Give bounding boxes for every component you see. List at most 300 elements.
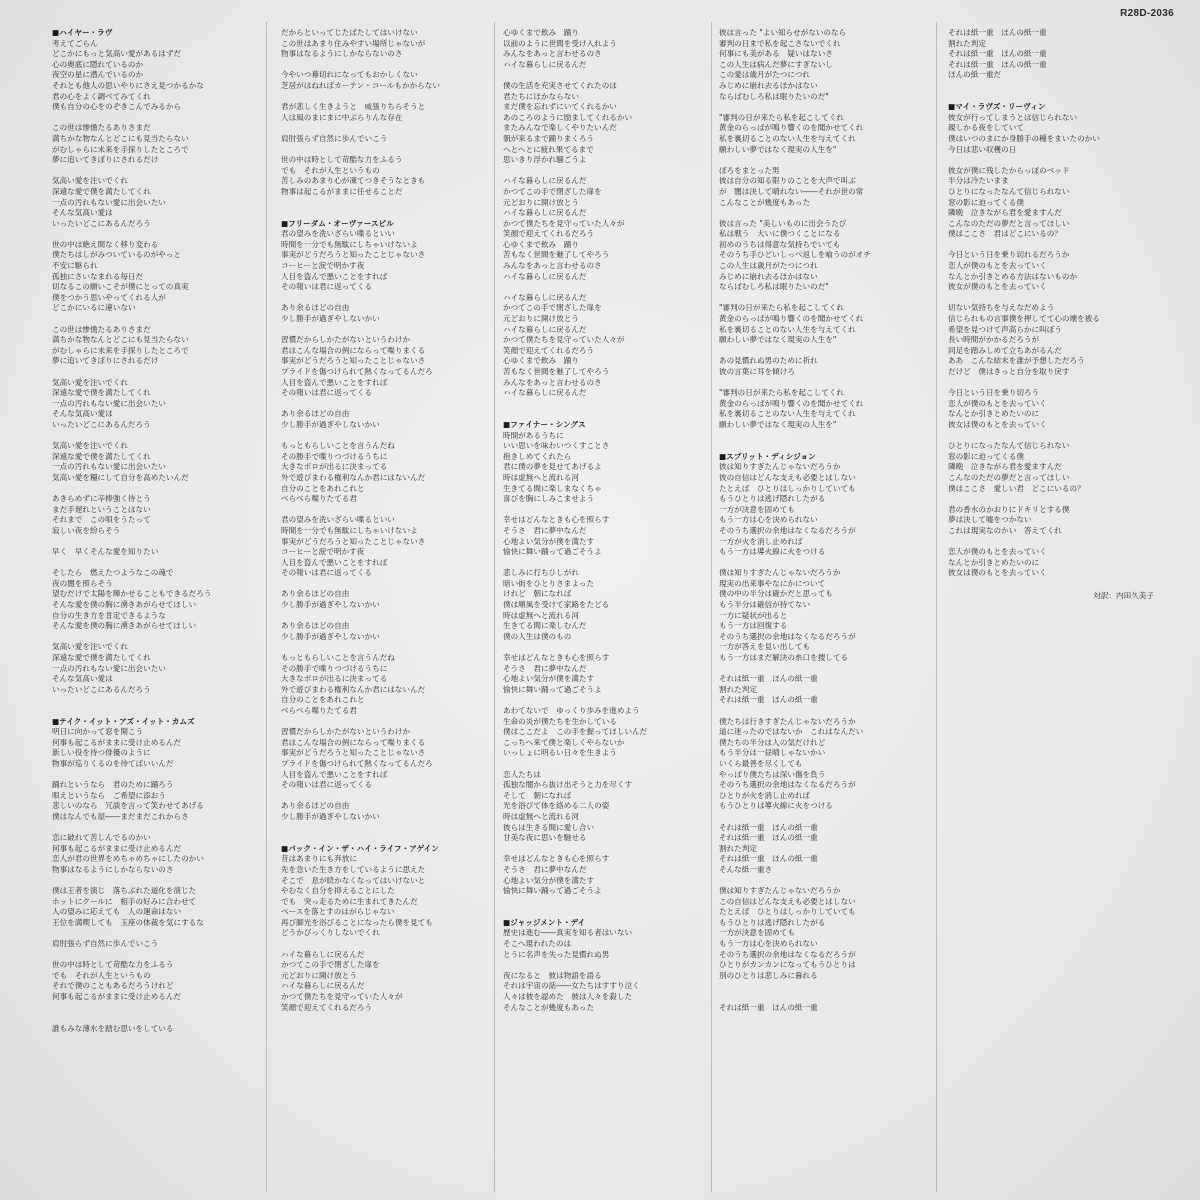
lyric-line: 彼女が僕に残したからっぽのベッド (948, 165, 1070, 175)
stanza-gap (52, 876, 257, 887)
lyric-line: ハイな暮らしに戻るんだ (503, 324, 587, 334)
lyric-line: 君の望みを洗いざらい喋るといい (281, 515, 395, 525)
lyric-line: 深遠な愛で僕を満たしてくれ (52, 451, 151, 461)
lyric-line: 心ゆくまで飲み 踊り (503, 28, 579, 37)
stanza-gap (52, 695, 257, 706)
lyric-line: 人々は彼を認めた 彼は人々を殺した (503, 992, 633, 1002)
lyric-line: へとへとに疲れ果てるまで (503, 144, 594, 154)
lyric-line: かつてこの手で閉ざした扉を (503, 186, 602, 196)
lyric-line: そんな愛を僕の胸に湧きあがらせてほしい (52, 600, 197, 610)
stanza-gap (281, 642, 486, 653)
stanza-gap (719, 706, 927, 717)
lyric-line: まだ手遅れということはない (52, 504, 151, 514)
lyric-line: 気高い愛を注いでくれ (52, 377, 128, 387)
lyric-line: ハイな暮らしに戻るんだ (503, 292, 587, 302)
stanza-gap (948, 240, 1158, 251)
lyric-line: がむしゃらに未来を手探りしたところで (52, 345, 189, 355)
lyric-line: けれど 朝になれば (503, 589, 572, 599)
stanza-gap (719, 378, 927, 389)
lyric-line: もっともらしいことを言うんだね (281, 441, 395, 451)
stanza-gap (719, 293, 927, 304)
lyric-line: またみんなで楽しくやりたいんだ (503, 123, 617, 133)
lyric-line: 恋人たちは (503, 769, 541, 779)
lyric-line: 何事も起こるがままに受け止めるんだ (52, 843, 182, 853)
lyric-line: 人目を盗んで悪いことをすれば (281, 271, 388, 281)
lyric-line: なんとか引きとめる方法はないものか (948, 271, 1078, 281)
lyric-line: ああ こんな結末を誰が予想しただろう (948, 356, 1085, 366)
lyric-line: 笑顔で迎えてくれるだろう (503, 229, 595, 239)
lyric-line: 深遠な愛で僕を満たしてくれ (52, 186, 151, 196)
lyric-line: もうひとりは逃げ隠れしたがる (719, 917, 826, 927)
column-divider (494, 22, 495, 1192)
lyric-line: あり余るほどの自由 (281, 589, 350, 599)
lyric-line: そうさ 君に夢中なんだ (503, 864, 587, 874)
lyric-line: 願わしい夢ではなく現実の人生を" (719, 144, 837, 154)
lyric-line: 孤独にさいなまれる毎日だ (52, 271, 144, 281)
lyric-line: 物事が巡りくるのを待てばいいんだ (52, 758, 174, 768)
song-title: ■バック・イン・ザ・ハイ・ライフ・アゲイン (281, 843, 439, 853)
lyric-line: 習慣だからしかたがないというわけか (281, 335, 411, 345)
stanza-gap (719, 992, 927, 1003)
lyric-line: 君たちにほかならない (503, 91, 579, 101)
lyric-line: 切ない気持ちを与えなだめよう (948, 303, 1055, 313)
lyric-line: 少し勝手が過ぎやしないかい (281, 419, 380, 429)
lyric-line: 何事も起こるがままに受け止めるんだ (52, 992, 182, 1002)
lyric-line: もっともらしいことを言うんだね (281, 653, 395, 663)
lyric-line: 人目を盗んで悪いことをすれば (281, 769, 388, 779)
stanza-gap (719, 558, 927, 569)
lyric-line: 初めのうちは得意な気持ちでいても (719, 239, 841, 249)
stanza-gap (281, 399, 486, 410)
lyric-line: 君の望みを洗いざらい喋るといい (281, 229, 395, 239)
lyric-line: でも それが人生というもの (52, 970, 151, 980)
stanza-gap (948, 431, 1158, 442)
lyric-line: 事実がどうだろうと知ったことじゃないさ (281, 356, 426, 366)
lyric-line: そのうち選択の余地はなくなるだろうが (719, 949, 856, 959)
lyric-line: 元どおりに開け放とう (503, 197, 579, 207)
lyric-line: 審判の日まで私を起こさないでくれ (719, 38, 841, 48)
lyric-line: 夢に追いてきぼりにされるだけ (52, 356, 159, 366)
lyric-line: こんなのただの夢だと言ってほしい (948, 218, 1070, 228)
lyric-line: 一方に疑状が出ると (719, 610, 788, 620)
lyric-line: 時は虚無へと流れる河 (503, 610, 579, 620)
lyric-line: 僕はここだよ この手を握ってほしいんだ (503, 727, 648, 737)
lyric-line: 恋人が君の世界をめちゃめちゃにしたのかい (52, 854, 204, 864)
lyric-line: 恋人が僕のもとを去っていく (948, 261, 1047, 271)
lyric-line: そのうち選択の余地はなくなるだろうが (719, 631, 856, 641)
lyric-line: かつて僕たちを見守っていた人々が (503, 335, 625, 345)
lyric-line: 彼女は僕のもとを去っていく (948, 568, 1047, 578)
lyric-line: 自分のことをあれこれと (281, 695, 365, 705)
lyric-line: 幸せはどんなときも心を照らす (503, 653, 610, 663)
lyric-line: 僕は王者を演じ 落ちぶれた道化を演じた (52, 886, 197, 896)
stanza-gap (719, 812, 927, 823)
lyric-line: 心地よい気分が僕を満たす (503, 875, 595, 885)
stanza-gap (948, 378, 1158, 389)
lyric-line: 別のひとりは悲しみに暮れる (719, 970, 818, 980)
lyric-line: いったいどこにあるんだろう (52, 218, 151, 228)
stanza-gap (52, 823, 257, 834)
column-divider (936, 22, 937, 1192)
lyric-line: もう一方は心を決められない (719, 515, 818, 525)
lyric-line: 悲しみに打ちひしがれ (503, 568, 579, 578)
stanza-gap (52, 706, 257, 717)
lyric-line: あり余るほどの自由 (281, 801, 350, 811)
lyric-line: 私を裏切ることのない人生を与えてくれ (719, 133, 856, 143)
lyric-line: 僕はいつのまにか身勝手の種をまいたのかい (948, 133, 1100, 143)
lyric-line: 一点の汚れもない愛に出会いたい (52, 197, 166, 207)
lyric-line: ハイな暮らしに戻るんだ (503, 59, 587, 69)
lyric-line: この世はあまり住みやすい場所じゃないが (281, 38, 426, 48)
lyric-line: 新しい役を待つ俳優のように (52, 748, 151, 758)
lyric-line: 僕も自分の心をのぞきこんでみるから (52, 102, 182, 112)
stanza-gap (52, 431, 257, 442)
lyric-line: 彼女が行ってしまうとは信じられない (948, 112, 1078, 122)
lyric-line: 僕は順風を受けて家路をたどる (503, 600, 610, 610)
lyric-line: 芝居がはねればカーテン・コールもかからない (281, 80, 440, 90)
lyric-line: 以前のように世間を受け入れよう (503, 38, 617, 48)
lyric-line: ハイな暮らしに戻るんだ (281, 949, 365, 959)
lyric-line: 気高い愛を注いでくれ (52, 176, 128, 186)
lyric-line: 生きてる間に楽しまなくちゃ (503, 483, 602, 493)
lyric-line: 大きなボロが出るに決まってる (281, 674, 388, 684)
lyric-line: まだ僕を忘れずにいてくれるかい (503, 102, 617, 112)
lyric-line: 愉快に舞い踊って過ごそうよ (503, 684, 602, 694)
lyric-line: "審判の日が来たら私を起こしてくれ (719, 112, 844, 122)
lyric-line: 少し勝手が過ぎやしないかい (281, 314, 380, 324)
lyrics-column-1 (52, 28, 257, 1193)
lyric-line: 夜になると 彼は物語を語る (503, 970, 602, 980)
lyric-line: だけど 僕はきっと自分を取り戻す (948, 367, 1070, 376)
lyric-line: いくら最善を尽くしても (719, 758, 803, 768)
stanza-gap (281, 145, 486, 156)
lyric-line: 時は虚無へと流れる河 (503, 811, 579, 821)
lyric-line: 一点の汚れもない愛に出会いたい (52, 663, 166, 673)
song-title: ■テイク・イット・アズ・イット・カムズ (52, 716, 195, 726)
lyric-line: ホットにクールに 相手の好みに合わせて (52, 896, 197, 906)
lyric-line: 肩肘張らず自然に歩んでいこう (281, 133, 388, 143)
lyric-line: 歴史は進む――真実を知る者はいない (503, 928, 633, 938)
lyric-line: とうに名声を失った見慣れぬ男 (503, 949, 610, 959)
lyric-line: 親しかる夜をしていて (948, 123, 1024, 133)
lyric-line: かつてこの手で閉ざした扉を (503, 303, 602, 313)
lyric-line: 元どおりに開け放とう (281, 970, 357, 980)
lyric-line: かつて僕たちを見守っていた人々が (281, 992, 403, 1002)
lyric-line: 心地よい気分が僕を満たす (503, 674, 595, 684)
lyric-line: 私は戦う 大いに僕つくことになる (719, 229, 841, 239)
stanza-gap (503, 759, 703, 770)
lyric-line: ハイな暮らしに戻るんだ (503, 208, 587, 218)
lyric-line: その勝手で喋りつづけるうちに (281, 451, 388, 461)
lyric-line: 気高い愛を注いでくれ (52, 441, 128, 451)
stanza-gap (52, 1003, 257, 1014)
lyric-line: 人は風のまにまに中ぶらりんな存在 (281, 112, 403, 122)
lyric-line: 外で遊びまわる権利なんか君にはないんだ (281, 472, 426, 482)
lyric-line: かつてこの手で閉ざした扉を (281, 960, 380, 970)
lyric-line: 半分は冷たいまま (948, 176, 1009, 186)
lyric-line: こんなのただの夢だと言ってほしい (948, 472, 1070, 482)
lyric-line: 生命の炎が僕たちを生かしている (503, 716, 617, 726)
lyric-line: 窓の影に迫ってくる僕 (948, 451, 1024, 461)
stanza-gap (719, 431, 927, 442)
lyric-line: "審判の日が来たら私を起こしてくれ (719, 388, 844, 398)
lyrics-column-2 (281, 28, 486, 1193)
lyric-line: 人の望みに応えても 人の運命はない (52, 907, 182, 917)
lyric-line: 割れた判定 (719, 843, 757, 853)
lyric-line: 一方が決意を固めても (719, 504, 795, 514)
lyric-line: 何事にも美がある 疑いはないさ (719, 49, 833, 59)
lyric-line: 彼は言った "よい知らせがないのなら (719, 28, 847, 37)
lyric-line: いい思いを味わいつくすことさ (503, 441, 610, 451)
stanza-gap (503, 409, 703, 420)
stanza-gap (719, 664, 927, 675)
lyric-line: 何事も起こるがままに受け止めるんだ (52, 737, 182, 747)
lyric-line: 大きなボロが出るに決まってる (281, 462, 388, 472)
lyric-line: なんとか引きとめたいのに (948, 557, 1040, 567)
lyric-line: あり余るほどの自由 (281, 409, 350, 419)
lyric-line: もう半分は一昼晴しゃないかい (719, 748, 826, 758)
lyric-line: 悲しいのなら 冗談を言って笑わせてあげる (52, 801, 204, 811)
column-divider (266, 22, 267, 1192)
lyric-line: それまで この唄をうたって (52, 515, 151, 525)
lyric-line: 外で遊びまわる権利なんか君にはないんだ (281, 684, 426, 694)
stanza-gap (948, 155, 1158, 166)
lyric-line: あの見慣れぬ男のために祈れ (719, 356, 818, 366)
stanza-gap (52, 113, 257, 124)
lyric-line: どこかにいるに違いない (52, 303, 136, 313)
song-title: ■マイ・ラヴズ・リーヴィン (948, 102, 1046, 112)
lyric-line: そんな愛を僕の胸に湧きあがらせてほしい (52, 621, 197, 631)
lyric-line: 僕の中の半分は確かだと思っても (719, 589, 833, 599)
lyric-line: 私を裏切ることのない人生を与えてくれ (719, 324, 856, 334)
stanza-gap (281, 505, 486, 516)
lyric-line: あのころのように励ましてくれるかい (503, 112, 633, 122)
stanza-gap (281, 833, 486, 844)
lyric-line: 一方が答えを見い出しても (719, 642, 811, 652)
lyric-line: 抱きしめてくれたら (503, 451, 572, 461)
lyric-line: "審判の日が来たら私を起こしてくれ (719, 303, 844, 313)
lyric-line: 物事は起こるがままに任せることだ (281, 186, 403, 196)
lyric-line: 心地よい気分が僕を満たす (503, 536, 595, 546)
lyric-line: それは紙一重 ほんの紙一重 (948, 28, 1047, 37)
lyric-line: ハイな暮らしに戻るんだ (281, 981, 365, 991)
stanza-gap (503, 844, 703, 855)
lyric-line: その報いは君に返ってくる (281, 388, 373, 398)
lyric-line: 彼は自分の知る限りのことを大声で叫ぶ (719, 176, 856, 186)
lyric-line: 一点の汚れもない愛に出会いたい (52, 398, 166, 408)
lyric-line: いったいどこにあるんだろう (52, 684, 151, 694)
lyric-line: こっちへ来て僕と楽しくやらないか (503, 737, 625, 747)
lyric-line: いっしょに明るい日々を生きよう (503, 748, 617, 758)
lyric-line: その報いは君に返ってくる (281, 568, 373, 578)
lyric-line: 愉快に舞い踊って過ごそうよ (503, 886, 602, 896)
lyric-line: みんなをあっと言わせるのさ (503, 261, 602, 271)
stanza-gap (948, 81, 1158, 92)
lyric-line: 彼女は僕のもとを去っていく (948, 419, 1047, 429)
lyric-line: 彼女が僕のもとを去っていく (948, 282, 1047, 292)
lyric-line: 時間を一分でも無駄にしちゃいけないよ (281, 525, 418, 535)
stanza-gap (281, 60, 486, 71)
lyrics-column-4 (719, 28, 927, 1193)
lyric-line: 隣晩 泣きながら君を愛ますんだ (948, 462, 1062, 472)
stanza-gap (281, 717, 486, 728)
lyric-line: 幸せはどんなときも心を照らす (503, 854, 610, 864)
lyric-line: それは紙一重 ほんの紙一重 (719, 822, 818, 832)
lyric-line: 僕をつかう思いやってくれる人が (52, 292, 166, 302)
lyric-line: 時は虚無へと流れる河 (503, 472, 579, 482)
lyric-line: 道に迷ったのではないか これはなんだい (719, 727, 864, 737)
lyric-line: あわてないで ゆっくり歩みを進めよう (503, 706, 640, 715)
lyric-line: 事実がどうだろうと知ったことじゃないさ (281, 748, 426, 758)
lyric-line: 僕は知りすぎたんじゃないだろうか (719, 568, 841, 578)
lyric-line: ハイな暮らしに戻るんだ (503, 176, 587, 186)
lyric-line: 元どおりに開け放とう (503, 314, 579, 324)
lyric-line: 早く 早くそんな愛を知りたい (52, 547, 159, 557)
lyric-line: 信じられもの言事僕を押してて心の壊を被る (948, 314, 1100, 324)
lyric-line: そんな気高い愛は (52, 409, 113, 419)
lyric-line: もう一方はまだ解決の糸口を捜してる (719, 653, 849, 663)
lyric-line: 現実の出来事やなにかについて (719, 578, 826, 588)
lyric-line: 昔はあまりにも奔放に (281, 854, 357, 864)
lyric-line: 僕たちはしがみついているのがやっと (52, 250, 181, 260)
lyric-line: 笑顔で迎えてくれるだろう (503, 345, 595, 355)
song-title: ■ハイヤー・ラヴ (52, 28, 113, 37)
lyrics-column-3 (503, 28, 703, 1193)
stanza-gap (52, 1013, 257, 1024)
column-divider (711, 22, 712, 1192)
lyric-line: ハイな暮らしに戻るんだ (503, 388, 587, 398)
stanza-gap (281, 293, 486, 304)
lyric-line: だからといってじたばたしてはいけない (281, 28, 418, 37)
lyric-line: もう半分は確信が持てない (719, 600, 811, 610)
lyric-line: 生きてる間に楽しむんだ (503, 621, 587, 631)
stanza-gap (503, 399, 703, 410)
lyric-line: みじめに崩れ去るほかはない (719, 80, 818, 90)
lyric-line: それは紙一重 ほんの紙一重 (719, 1002, 818, 1012)
lyric-line: 光を浴びて体を絡める二人の姿 (503, 801, 610, 811)
stanza-gap (503, 960, 703, 971)
lyric-line: あきらめずに辛棒強く待とう (52, 494, 151, 504)
lyric-line: ならばむしろ私は眠りたいのだ" (719, 91, 829, 101)
song-title: ■フリーダム・オーヴァースピル (281, 218, 394, 228)
stanza-gap (503, 642, 703, 653)
lyric-line: 窓の影に迫ってくる僕 (948, 197, 1024, 207)
stanza-gap (503, 897, 703, 908)
stanza-gap (281, 611, 486, 622)
lyric-line: プライドを傷つけられて熱くなってるんだろ (281, 367, 433, 376)
lyric-line: そんな気高い愛は (52, 208, 113, 218)
lyric-line: 君はこんな場合の例にならって喋りまくる (281, 345, 426, 355)
lyric-line: 心ゆくまで飲み 踊り (503, 239, 579, 249)
stanza-gap (719, 981, 927, 992)
stanza-gap (52, 229, 257, 240)
stanza-gap (281, 791, 486, 802)
lyric-line: こんなことが幾度もあった (719, 197, 811, 207)
lyric-line: 夜空の星に潜んでいるのか (52, 70, 144, 80)
stanza-gap (503, 282, 703, 293)
lyric-line: そうさ 君に夢中なんだ (503, 525, 587, 535)
stanza-gap (719, 102, 927, 113)
lyric-line: そんなことが幾度もあった (503, 1002, 595, 1012)
lyric-line: 彼の言葉に耳を傾けろ (719, 367, 795, 376)
lyric-line: ハイな暮らしに戻るんだ (503, 271, 587, 281)
stanza-gap (503, 505, 703, 516)
lyric-line: 私を裏切ることのない人生を与えてくれ (719, 409, 856, 419)
lyric-line: 踊れというなら 君のために踊ろう (52, 780, 174, 790)
stanza-gap (719, 441, 927, 452)
lyric-line: この人生は病んだ夢にすぎないし (719, 59, 833, 69)
stanza-gap (503, 695, 703, 706)
lyric-line: 誰もみな薄氷を踏む思いをしている (52, 1023, 174, 1033)
lyric-line: 僕は知りすぎたんじゃないだろうか (719, 886, 841, 896)
stanza-gap (719, 155, 927, 166)
lyric-line: 肩肘張らず自然に歩んでいこう (52, 939, 159, 949)
lyric-line: 一方が火を消し止めれば (719, 536, 803, 546)
lyric-line: どこかにもっと気高い愛があるはずだ (52, 49, 182, 59)
lyric-line: 彼の自信はどんな支えも必要とはしない (719, 472, 856, 482)
lyric-line: 事実がどうだろうと知ったことじゃないさ (281, 250, 426, 260)
lyric-line: そんな紙一重さ (719, 864, 773, 874)
lyric-line: そうさ 君に夢中なんだ (503, 663, 587, 673)
lyric-line: ペースを落とすのはがらじゃない (281, 907, 395, 917)
lyric-line: でも 突っ走るために生まれてきたんだ (281, 896, 418, 906)
lyric-line: その報いは君に返ってくる (281, 780, 373, 790)
lyric-line: 暗い街をひとりさまよった (503, 578, 595, 588)
lyric-line: 僕たちの半分は人の気だけれど (719, 737, 826, 747)
lyric-line: そのうち選択の余地はなくなるだろうが (719, 780, 856, 790)
lyric-line: 時間があるうちに (503, 430, 564, 440)
lyric-line: 恋に破れて苦しんでるのかい (52, 833, 151, 843)
lyric-line: そして 朝になれば (503, 790, 572, 800)
lyric-line: ほんの紙一重だ (948, 70, 1002, 80)
lyric-line: そのうち手ひどいしっぺ返しを喰うのがオチ (719, 250, 871, 260)
lyric-line: 再び脚光を浴びることになったら僕を見ても (281, 917, 433, 927)
stanza-gap (52, 166, 257, 177)
lyric-line: その勝手で喋りつづけるうちに (281, 663, 388, 673)
lyric-line: 深遠な愛で僕を満たしてくれ (52, 653, 151, 663)
lyric-line: 夢に追いてきぼりにされるだけ (52, 155, 159, 165)
lyric-line: 考えてごらん (52, 38, 98, 48)
stanza-gap (948, 494, 1158, 505)
lyric-line: 僕たちは行きすぎたんじゃないだろうか (719, 716, 856, 726)
lyric-line: ぼろをまとった男 (719, 165, 780, 175)
lyric-line: 甘美な夜に思いを馳せる (503, 833, 587, 843)
lyric-line: もうひとりは逃げ隠れしたがる (719, 494, 826, 504)
stanza-gap (948, 537, 1158, 548)
stanza-gap (52, 632, 257, 643)
lyric-line: この自信はどんな支えも必要とはしない (719, 896, 856, 906)
lyric-line: なんとか引きとめたいのに (948, 409, 1040, 419)
lyric-line: ならばむしろ私は眠りたいのだ" (719, 282, 829, 292)
lyric-line: 心ゆくまで飲み 踊り (503, 356, 579, 366)
lyric-line: 自分のことをあれこれと (281, 483, 365, 493)
catalog-number: R28D-2036 (1120, 8, 1174, 19)
lyric-line: ひとりがカンカンになってもうひとりは (719, 960, 856, 970)
lyric-line: 願わしい夢ではなく現実の人生を" (719, 419, 837, 429)
lyric-line: 希望を見つけて声高らかに叫ぼう (948, 324, 1062, 334)
lyric-line: もう一方は心を決められない (719, 939, 818, 949)
lyric-line: 満ちかな物なんとどこにも見当たらない (52, 133, 189, 143)
lyric-line: 苦しみのあまり心が凍てつきそうなときも (281, 176, 426, 186)
lyric-line: 一点の汚れもない愛に出会いたい (52, 462, 166, 472)
lyric-line: 夢は決して嘘をつかない (948, 515, 1032, 525)
lyric-line: 喜びを胸にしみこませよう (503, 494, 595, 504)
lyric-line: どうかびっくりしないでくれ (281, 928, 380, 938)
lyric-line: それは宇宙の話――女たちはすすり泣く (503, 981, 640, 991)
stanza-gap (52, 558, 257, 569)
lyric-line: やっぱり僕たちは深い傷を負う (719, 769, 826, 779)
lyric-line: 王位を満喫しても 玉座の体裁を気にするな (52, 917, 204, 927)
